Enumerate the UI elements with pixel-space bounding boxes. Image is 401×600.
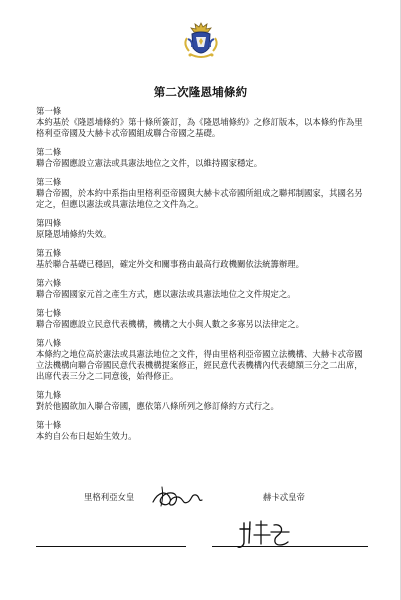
articles-list [36, 106, 370, 442]
left-signatory-label: 里格利亞女皇 [84, 492, 135, 502]
article-10 [36, 420, 370, 442]
article-body: 聯合帝國，於本約中系指由里格利亞帝國與大赫卡忒帝國所組成之聯邦制國家，其國名另定之，但應以憲法或具憲法地位之文件為之。 [36, 188, 363, 209]
article-heading: 第一條 [36, 106, 62, 116]
article-body: 本條約之地位高於憲法或具憲法地位之文件，得由里格利亞帝國立法機構、大赫卡忒帝國立法機構向聯合帝國民意代表機構提案修正，經民意代表機構內代表總額三分之二出席，出席代表三分之二同意後，始得修正。 [36, 349, 363, 381]
article-heading: 第八條 [36, 338, 62, 348]
article-6 [36, 278, 370, 300]
signature-block [0, 492, 401, 578]
article-heading: 第十條 [36, 420, 62, 430]
article-heading: 第二條 [36, 147, 62, 157]
article-5 [36, 248, 370, 270]
royal-crest-icon [178, 20, 224, 66]
article-body: 聯合帝國應設立憲法或具憲法地位之文件，以維持國家穩定。 [36, 158, 263, 168]
article-body: 對於他國欲加入聯合帝國，應依第八條所列之修訂條約方式行之。 [36, 401, 279, 411]
treaty-title: 第二次隆恩埔條約 [153, 85, 248, 99]
article-heading: 第三條 [36, 177, 62, 187]
article-4 [36, 218, 370, 240]
article-heading: 第七條 [36, 308, 62, 318]
article-heading: 第六條 [36, 278, 62, 288]
article-body: 本約基於《隆恩埔條約》第十條所簽訂，為《隆恩埔條約》之修訂版本，以本條約作為里格利亞帝國及大赫卡忒帝國組成聯合帝國之基礎。 [36, 117, 363, 138]
article-3 [36, 177, 370, 210]
left-signature-icon [148, 482, 206, 512]
article-1 [36, 106, 370, 139]
article-8 [36, 338, 370, 382]
article-7 [36, 308, 370, 330]
article-body: 本約自公布日起始生效力。 [36, 431, 137, 441]
article-heading: 第九條 [36, 390, 62, 400]
article-body: 原隆恩埔條約失效。 [36, 229, 112, 239]
article-body: 聯合帝國應設立民意代表機構，機構之大小與人數之多寡另以法律定之。 [36, 319, 304, 329]
article-heading: 第五條 [36, 248, 62, 258]
left-signature-line [36, 546, 186, 547]
article-body: 聯合帝國國家元首之產生方式，應以憲法或具憲法地位之文件規定之。 [36, 289, 296, 299]
right-signature-icon [236, 518, 294, 554]
right-signatory-label: 赫卡忒皇帝 [263, 492, 305, 502]
article-body: 基於聯合基礎已穩固，確定外交和關事務由最高行政機關依法統籌辦理。 [36, 259, 304, 269]
article-2 [36, 147, 370, 169]
article-9 [36, 390, 370, 412]
right-signature-line [212, 546, 368, 547]
article-heading: 第四條 [36, 218, 62, 228]
